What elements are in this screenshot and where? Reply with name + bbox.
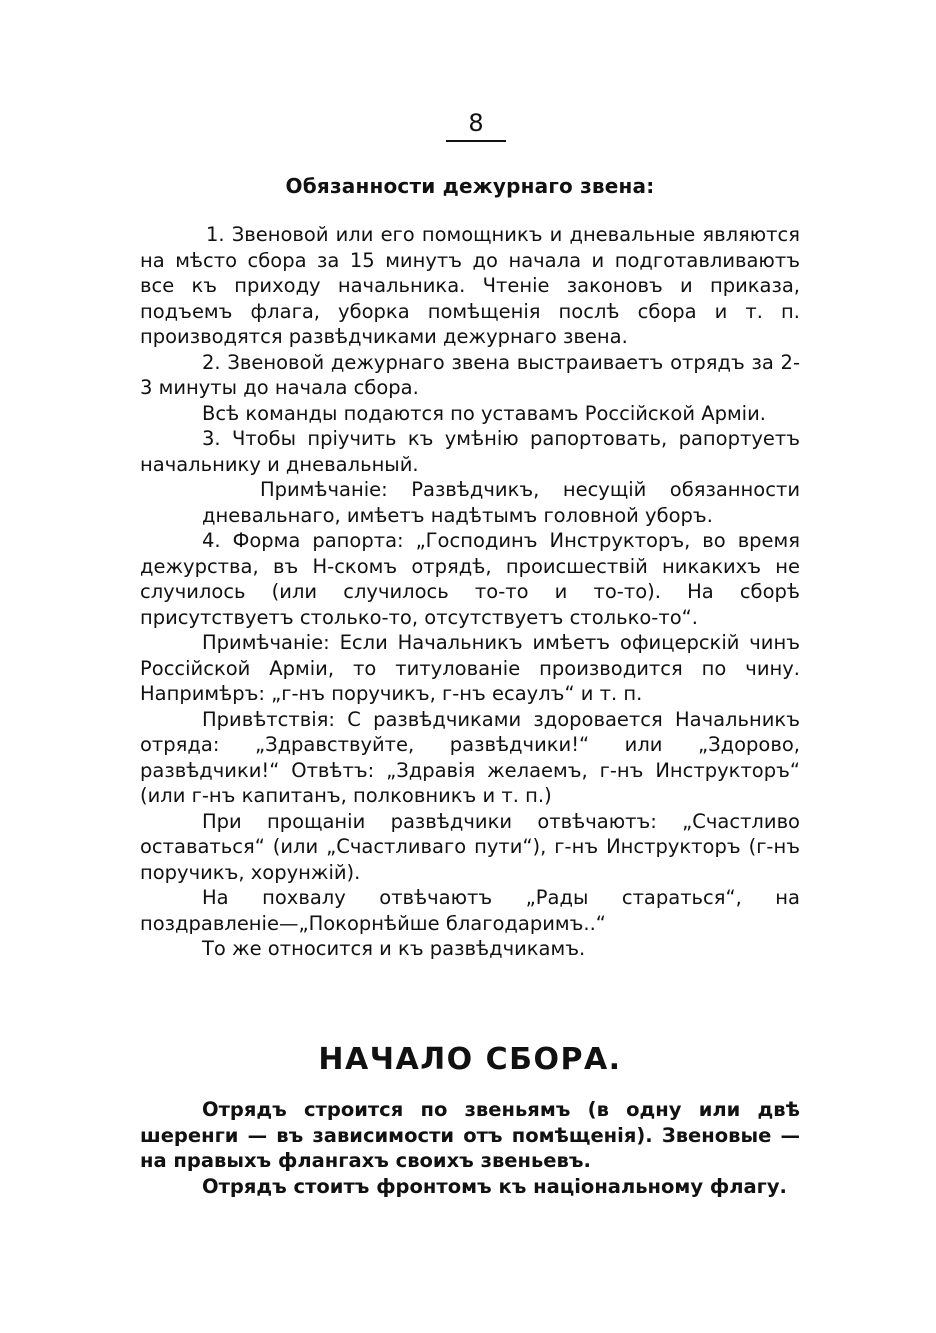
paragraph-formation-by-units: Отрядъ строится по звеньямъ (в одну или двѣ шеренги — въ зависимости отъ помѣщенія). Звеновые — на правыхъ флангахъ своихъ звеньевъ. [140,1098,800,1172]
paragraph-commands: Всѣ команды подаются по уставамъ Россійской Арміи. [202,401,766,425]
paragraph-report-form: 4. Форма рапорта: „Господинъ Инструкторъ, во время дежурства, въ Н-скомъ отрядѣ, происшествій никакихъ не случилось (или случилось то-то и то-то). На сборѣ присутствуетъ столько-то, отсутствуетъ столько-то“. [140,529,800,629]
section-title: Обязанности дежурнаго звена: [285,174,655,198]
paragraph-facing-flag: Отрядъ стоитъ фронтомъ къ національному флагу. [202,1174,787,1198]
note-officer-rank: Примѣчаніе: Если Начальникъ имѣетъ офицерскій чинъ Россійской Арміи, то титулованіе производится по чину. Напримѣръ: „г-нъ поручикъ, г-нъ есаулъ“ и т. п. [140,631,800,705]
paragraph-praise: На похвалу отвѣчаютъ „Рады стараться“, на поздравленіе—„Покорнѣйше благодаримъ..“ [140,886,800,935]
paragraph-report-training: 3. Чтобы пріучить къ умѣнію рапортовать, рапортуетъ начальнику и дневальный. [140,427,800,476]
section-heading-start: НАЧАЛО СБОРА. [318,1042,622,1077]
page-number: 8 [446,108,506,142]
paragraph-greetings: Привѣтствія: С развѣдчиками здоровается Начальникъ отряда: „Здравствуйте, развѣдчики!“ или „Здорово, развѣдчики!“ Отвѣтъ: „Здравія желаемъ, г-нъ Инструкторъ“ (или г-нъ капитанъ, полковникъ и т. п.) [140,707,800,807]
note-headgear: Примѣчаніе: Развѣдчикъ, несущій обязанности дневальнаго, имѣетъ надѣтымъ головной уборъ. [202,478,800,527]
section2-body [140,1097,800,1199]
section-body [140,222,800,962]
paragraph-farewell: При прощаніи развѣдчики отвѣчаютъ: „Счастливо оставаться“ (или „Счастливаго пути“), г-нъ Инструкторъ (г-нъ поручикъ, хорунжій). [140,809,800,884]
paragraph-formation: 2. Звеновой дежурнаго звена выстраиваетъ отрядъ за 2-3 минуты до начала сбора. [140,350,800,399]
paragraph-same-applies: То же относится и къ развѣдчикамъ. [202,937,586,960]
paragraph-duty-arrival: 1. Звеновой или его помощникъ и дневальные являются на мѣсто сбора за 15 минутъ до начала и подготавливаютъ все къ приходу начальника. Чтеніе законовъ и приказа, подъемъ флага, уборка помѣщенія послѣ сбора и т. п. производятся развѣдчиками дежурнаго звена. [140,223,800,348]
